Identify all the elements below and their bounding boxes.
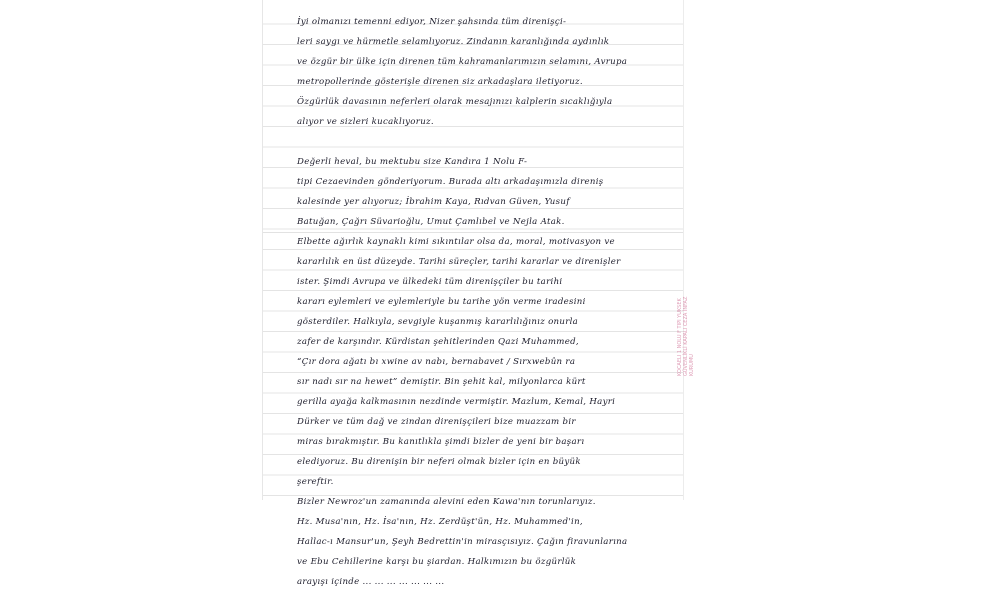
letter-paragraph-3: Bizler Newroz'un zamanında alevini eden Kawa'nın torunlarıyız. Hz. Musa'nın, Hz. İsa'nın, Hz. Zerdüşt'ün, Hz. Muhammed'in, Hallac-ı Mansur'un, Şeyh Bedrettin'in mirasçısıyız. Çağın firavunlarına ve Ebu Cehillerine karşı bu şiardan. Halkımızın bu özgürlük arayışı içinde ... ... ... ... ... ... ... bbox=[297, 497, 628, 587]
letter-paragraph-1: İyi olmanızı temenni ediyor, Nizer şahsında tüm direnişçi- leri saygı ve hürmetle selamlıyoruz. Zindanın karanlığında aydınlık ve özgür bir ülke için direnen tüm kahramanlarımızın selamını, Avrupa metropollerinde gösterişle direnen siz arkadaşlara iletiyoruz. Özgürlük davasının neferleri olarak mesajınızı kalplerin sıcaklığıyla alıyor ve sizleri kucaklıyoruz. bbox=[297, 17, 628, 127]
letter-body bbox=[297, 12, 675, 592]
letter-paragraph-2: Değerli heval, bu mektubu size Kandıra 1 Nolu F- tipi Cezaevinden gönderiyorum. Burada altı arkadaşımızla direniş kalesinde yer alıyoruz; İbrahim Kaya, Rıdvan Güven, Yusuf Batuğan, Çağrı Süvarioğlu, Umut Çamlıbel ve Nejla Atak. Elbette ağırlık kaynaklı kimi sıkıntılar olsa da, moral, motivasyon ve kararlılık en üst düzeyde. Tarihi süreçler, tarihi kararlar ve direnişler ister. Şimdi Avrupa ve ülkedeki tüm direnişçiler bu tarihi kararı eylemleri ve eylemleriyle bu tarihe yön verme iradesini gösterdiler. Halkıyla, sevgiyle kuşanmış kararlılığınız onurla zafer de karşındır. Kürdistan şehitlerinden Qazi Muhammed, “Çır dora ağatı bı xwine av nabı, bernabavet / Sırxwebûn ra sır nadı sır na hewet” demiştir. Bin şehit kal, milyonlarca kürt gerilla ayağa kalkmasının nezdinde vermiştir. Mazlum, Kemal, Hayri Dürker ve tüm dağ ve zindan direnişçileri bize muazzam bir miras bırakmıştır. Bu kanıtlıkla şimdi bizler de yeni bir başarı elediyoruz. Bu direnişin bir neferi olmak bizler için en büyük şereftir. bbox=[297, 157, 621, 487]
letter-sheet bbox=[262, 0, 684, 587]
institution-stamp: KOCAELİ 1 NOLU F TİPİ YÜKSEK GÜVENLİKLİ KAPALI CEZA İNFAZ KURUMU bbox=[677, 296, 695, 376]
